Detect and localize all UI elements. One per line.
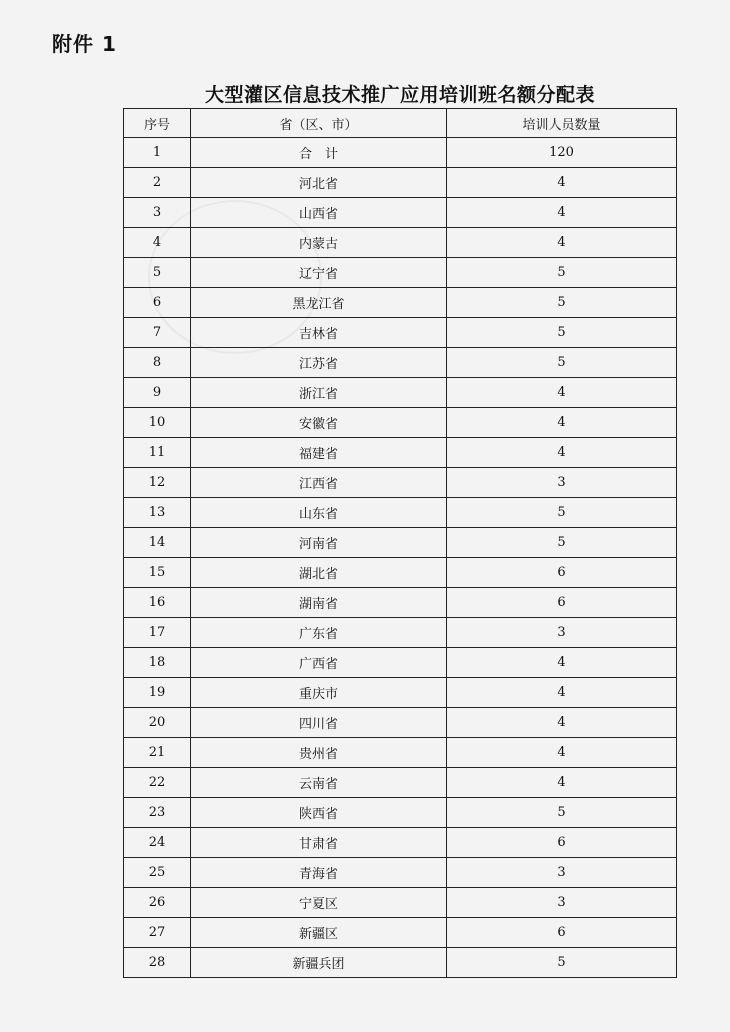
quota-table	[123, 108, 677, 978]
table-row	[124, 258, 677, 288]
cell-count: 5	[447, 798, 677, 828]
cell-count: 4	[447, 228, 677, 258]
cell-province: 新疆区	[191, 918, 447, 948]
cell-province: 陕西省	[191, 798, 447, 828]
cell-province: 宁夏区	[191, 888, 447, 918]
cell-count: 5	[447, 258, 677, 288]
cell-index: 28	[124, 948, 191, 978]
cell-index: 11	[124, 438, 191, 468]
table-row	[124, 198, 677, 228]
cell-index: 2	[124, 168, 191, 198]
cell-province: 黑龙江省	[191, 288, 447, 318]
table-row	[124, 918, 677, 948]
cell-count: 4	[447, 168, 677, 198]
cell-count: 3	[447, 858, 677, 888]
cell-index: 27	[124, 918, 191, 948]
table-row	[124, 828, 677, 858]
table-row	[124, 348, 677, 378]
table-row	[124, 618, 677, 648]
cell-index: 21	[124, 738, 191, 768]
column-header-province: 省（区、市）	[191, 109, 447, 138]
cell-index: 5	[124, 258, 191, 288]
cell-province: 安徽省	[191, 408, 447, 438]
table-row	[124, 378, 677, 408]
cell-province: 湖北省	[191, 558, 447, 588]
table-row	[124, 408, 677, 438]
table-row	[124, 168, 677, 198]
cell-index: 3	[124, 198, 191, 228]
table-row	[124, 138, 677, 168]
table-row	[124, 648, 677, 678]
table-header-row	[124, 109, 677, 138]
cell-province: 山西省	[191, 198, 447, 228]
attachment-label: 附件 1	[52, 32, 117, 56]
cell-index: 10	[124, 408, 191, 438]
table-row	[124, 738, 677, 768]
cell-index: 24	[124, 828, 191, 858]
cell-index: 17	[124, 618, 191, 648]
cell-province: 贵州省	[191, 738, 447, 768]
cell-index: 26	[124, 888, 191, 918]
cell-province: 云南省	[191, 768, 447, 798]
cell-count: 5	[447, 948, 677, 978]
column-header-index: 序号	[124, 109, 191, 138]
cell-index: 23	[124, 798, 191, 828]
cell-index: 7	[124, 318, 191, 348]
table-row	[124, 438, 677, 468]
table-row	[124, 468, 677, 498]
table-row	[124, 498, 677, 528]
cell-count: 4	[447, 378, 677, 408]
cell-index: 6	[124, 288, 191, 318]
cell-province: 江西省	[191, 468, 447, 498]
cell-count: 4	[447, 408, 677, 438]
cell-province: 江苏省	[191, 348, 447, 378]
cell-province: 广东省	[191, 618, 447, 648]
cell-index: 8	[124, 348, 191, 378]
table-row	[124, 678, 677, 708]
cell-province: 浙江省	[191, 378, 447, 408]
cell-count: 4	[447, 198, 677, 228]
cell-count: 4	[447, 738, 677, 768]
cell-index: 19	[124, 678, 191, 708]
table-row	[124, 948, 677, 978]
cell-province: 辽宁省	[191, 258, 447, 288]
cell-province: 福建省	[191, 438, 447, 468]
table-row	[124, 708, 677, 738]
cell-province: 内蒙古	[191, 228, 447, 258]
cell-index: 20	[124, 708, 191, 738]
cell-index: 1	[124, 138, 191, 168]
cell-count: 6	[447, 558, 677, 588]
table-row	[124, 768, 677, 798]
cell-index: 22	[124, 768, 191, 798]
cell-index: 15	[124, 558, 191, 588]
cell-count: 120	[447, 138, 677, 168]
cell-province: 四川省	[191, 708, 447, 738]
cell-count: 4	[447, 678, 677, 708]
cell-province: 湖南省	[191, 588, 447, 618]
table-row	[124, 228, 677, 258]
table-row	[124, 288, 677, 318]
document-title: 大型灌区信息技术推广应用培训班名额分配表	[205, 84, 596, 106]
cell-count: 6	[447, 588, 677, 618]
cell-province: 甘肃省	[191, 828, 447, 858]
cell-index: 14	[124, 528, 191, 558]
cell-count: 5	[447, 288, 677, 318]
cell-province: 合 计	[191, 138, 447, 168]
table-row	[124, 888, 677, 918]
cell-count: 5	[447, 348, 677, 378]
cell-count: 3	[447, 888, 677, 918]
cell-index: 12	[124, 468, 191, 498]
cell-province: 河北省	[191, 168, 447, 198]
cell-province: 重庆市	[191, 678, 447, 708]
cell-index: 16	[124, 588, 191, 618]
cell-index: 13	[124, 498, 191, 528]
cell-index: 18	[124, 648, 191, 678]
cell-count: 4	[447, 768, 677, 798]
cell-count: 5	[447, 498, 677, 528]
cell-count: 5	[447, 318, 677, 348]
cell-count: 3	[447, 468, 677, 498]
table-row	[124, 798, 677, 828]
table-row	[124, 318, 677, 348]
cell-province: 新疆兵团	[191, 948, 447, 978]
table-row	[124, 858, 677, 888]
cell-province: 青海省	[191, 858, 447, 888]
cell-province: 河南省	[191, 528, 447, 558]
cell-province: 广西省	[191, 648, 447, 678]
table-row	[124, 558, 677, 588]
cell-index: 4	[124, 228, 191, 258]
cell-count: 5	[447, 528, 677, 558]
cell-province: 山东省	[191, 498, 447, 528]
cell-index: 9	[124, 378, 191, 408]
cell-count: 4	[447, 648, 677, 678]
cell-count: 4	[447, 708, 677, 738]
cell-count: 6	[447, 828, 677, 858]
cell-index: 25	[124, 858, 191, 888]
table-body	[124, 138, 677, 978]
cell-count: 3	[447, 618, 677, 648]
cell-count: 4	[447, 438, 677, 468]
column-header-count: 培训人员数量	[447, 109, 677, 138]
table-row	[124, 588, 677, 618]
cell-count: 6	[447, 918, 677, 948]
cell-province: 吉林省	[191, 318, 447, 348]
table-row	[124, 528, 677, 558]
